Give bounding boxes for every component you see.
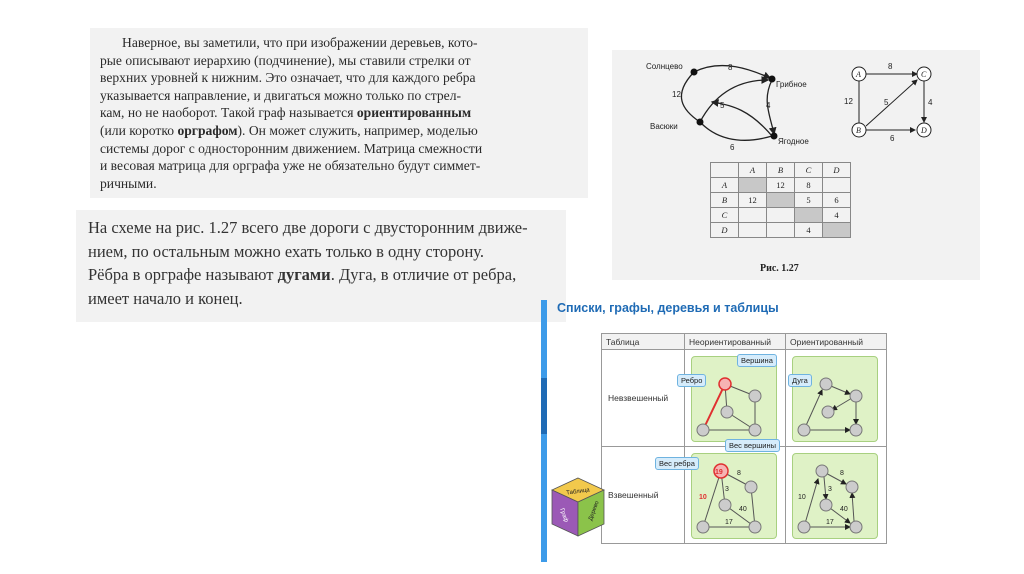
paragraph-line: Рёбра в орграфе называют дугами. Дуга, в отличие от ребра,: [88, 265, 517, 284]
weight-label: 10: [798, 494, 806, 501]
matrix-row: [711, 178, 851, 193]
matrix-cell: 8: [795, 178, 823, 193]
matrix-cell: 6: [823, 193, 851, 208]
weight-label: 3: [828, 486, 832, 493]
figure-caption: Рис. 1.27: [760, 263, 799, 274]
paragraph-line: имеет начало и конец.: [88, 288, 243, 308]
cube-icon: [548, 474, 608, 540]
cell-undirected-unweighted: [681, 350, 786, 447]
label-gribnoe: Грибное: [776, 80, 807, 89]
matrix-cell: 4: [823, 208, 851, 223]
matrix-cell: [739, 178, 767, 193]
table-header-cell: Таблица: [602, 334, 685, 350]
paragraph-line: и весовая матрица для орграфа уже не обязательно будут симмет-: [100, 158, 481, 174]
cell-directed-unweighted: [786, 350, 887, 447]
node-label: B: [856, 126, 861, 135]
cube-label-top: Таблица: [565, 487, 591, 497]
matrix-cell: 12: [767, 178, 795, 193]
matrix-row-header: D: [711, 223, 739, 238]
table-header-cell: Ориентированный: [786, 334, 887, 350]
matrix-cell: 4: [795, 223, 823, 238]
table-header-row: [602, 334, 887, 350]
cube-label-right: Дерево: [587, 500, 601, 522]
cube-label-left: Граф: [558, 507, 569, 524]
paragraph-line: системы дорог с односторонним движением. Матрица смежности: [100, 140, 483, 156]
callout-edge: Ребро: [677, 374, 706, 387]
graph-types-table: [601, 333, 887, 544]
weight-label: 5: [720, 101, 725, 110]
matrix-row-header: B: [711, 193, 739, 208]
callout-edge-weight: Вес ребра: [655, 457, 699, 470]
matrix-row: [711, 208, 851, 223]
matrix-cell: [739, 208, 767, 223]
paragraph-line: нием, по остальным можно ехать только в одну сторону.: [88, 241, 485, 261]
weight-label: 8: [840, 470, 844, 477]
matrix-cell: 12: [739, 193, 767, 208]
matrix-cell: [795, 208, 823, 223]
cell-undirected-weighted: [659, 441, 786, 544]
weight-label: 17: [725, 519, 733, 526]
callout-vertex: Вершина: [737, 354, 777, 367]
weight-label: 4: [928, 98, 933, 107]
weight-label: 8: [888, 62, 893, 71]
table-header-cell: Неориентированный: [685, 334, 786, 350]
abstract-graph: [844, 62, 933, 143]
weight-label: 8: [737, 470, 741, 477]
graph-directed-weighted: [786, 447, 882, 543]
row-header-weighted: Взвешенный: [602, 447, 685, 544]
matrix-cell: [767, 223, 795, 238]
weight-label: 12: [672, 90, 681, 99]
node-label: C: [921, 70, 927, 79]
matrix-row: [711, 193, 851, 208]
matrix-cell: [767, 208, 795, 223]
graph-directed-unweighted: [786, 350, 882, 446]
weight-matrix: [710, 162, 851, 238]
weight-label: 40: [739, 506, 747, 513]
weight-label: 6: [890, 134, 895, 143]
node-label: A: [856, 70, 861, 79]
matrix-row: [711, 223, 851, 238]
weight-label: 6: [730, 143, 735, 152]
matrix-header-row: [711, 163, 851, 178]
callout-vertex-weight: Вес вершины: [725, 439, 780, 452]
row-header-unweighted: Невзвешенный: [602, 350, 685, 447]
paragraph-line: Наверное, вы заметили, что при изображении деревьев, кото-: [122, 35, 478, 50]
node-yagodnoe: [771, 133, 778, 140]
label-yagodnoe: Ягодное: [778, 137, 809, 146]
matrix-row-header: A: [711, 178, 739, 193]
matrix-cell: 5: [795, 193, 823, 208]
paragraph-line: (или коротко орграфом). Он может служить, например, моделью: [100, 122, 478, 138]
node-solntsevo: [691, 69, 698, 76]
paragraph-line: На схеме на рис. 1.27 всего две дороги с двусторонним движе-: [88, 218, 528, 237]
node-label: D: [921, 126, 927, 135]
weight-label: 4: [766, 101, 771, 110]
matrix-header-cell: B: [767, 163, 795, 178]
table-row: [602, 447, 887, 544]
callout-arc: Дуга: [788, 374, 812, 387]
vertex-weight-label: 19: [715, 469, 723, 476]
city-graph: [646, 62, 809, 152]
edge-weight-label: 10: [699, 494, 707, 501]
weight-label: 17: [826, 519, 834, 526]
node-vasyuki: [697, 119, 704, 126]
textbook-paragraph-1: [90, 28, 588, 198]
term-oriented: ориентированным: [356, 105, 472, 121]
paragraph-line: указывается направление, и двигаться можно только по стрел-: [100, 87, 462, 103]
paragraph-line: ричными.: [100, 175, 157, 191]
matrix-row-header: C: [711, 208, 739, 223]
paragraph-line: кам, но не наоборот. Такой граф называется ориентированным: [100, 105, 472, 121]
label-solntsevo: Солнцево: [646, 62, 683, 71]
matrix-cell: [823, 178, 851, 193]
weight-label: 5: [884, 98, 889, 107]
paragraph-line: рые описывают иерархию (подчинение), мы ставили стрелки от: [100, 52, 471, 68]
weight-label: 40: [840, 506, 848, 513]
weight-label: 12: [844, 97, 853, 106]
slide-title: Списки, графы, деревья и таблицы: [557, 301, 779, 315]
node-gribnoe: [769, 76, 776, 83]
term-orgraph: орграфом: [177, 122, 238, 138]
matrix-header-cell: C: [795, 163, 823, 178]
vertex-highlight: [719, 378, 731, 390]
label-vasyuki: Васюки: [650, 122, 678, 131]
table-row: [602, 350, 887, 447]
weight-label: 8: [728, 63, 733, 72]
textbook-paragraph-2: [76, 210, 566, 322]
accent-stripe-dark: [541, 378, 547, 434]
matrix-cell: [767, 193, 795, 208]
matrix-cell: [711, 163, 739, 178]
weight-label: 3: [725, 486, 729, 493]
matrix-header-cell: A: [739, 163, 767, 178]
graph-undirected-weighted: [685, 447, 781, 543]
matrix-cell: [823, 223, 851, 238]
accent-stripe: [541, 300, 547, 562]
paragraph-line: верхних уровней к нижним. Это означает, что для каждого ребра: [100, 70, 476, 86]
matrix-cell: [739, 223, 767, 238]
matrix-header-cell: D: [823, 163, 851, 178]
term-arcs: дугами: [277, 265, 331, 284]
cell-directed-weighted: [786, 447, 887, 544]
